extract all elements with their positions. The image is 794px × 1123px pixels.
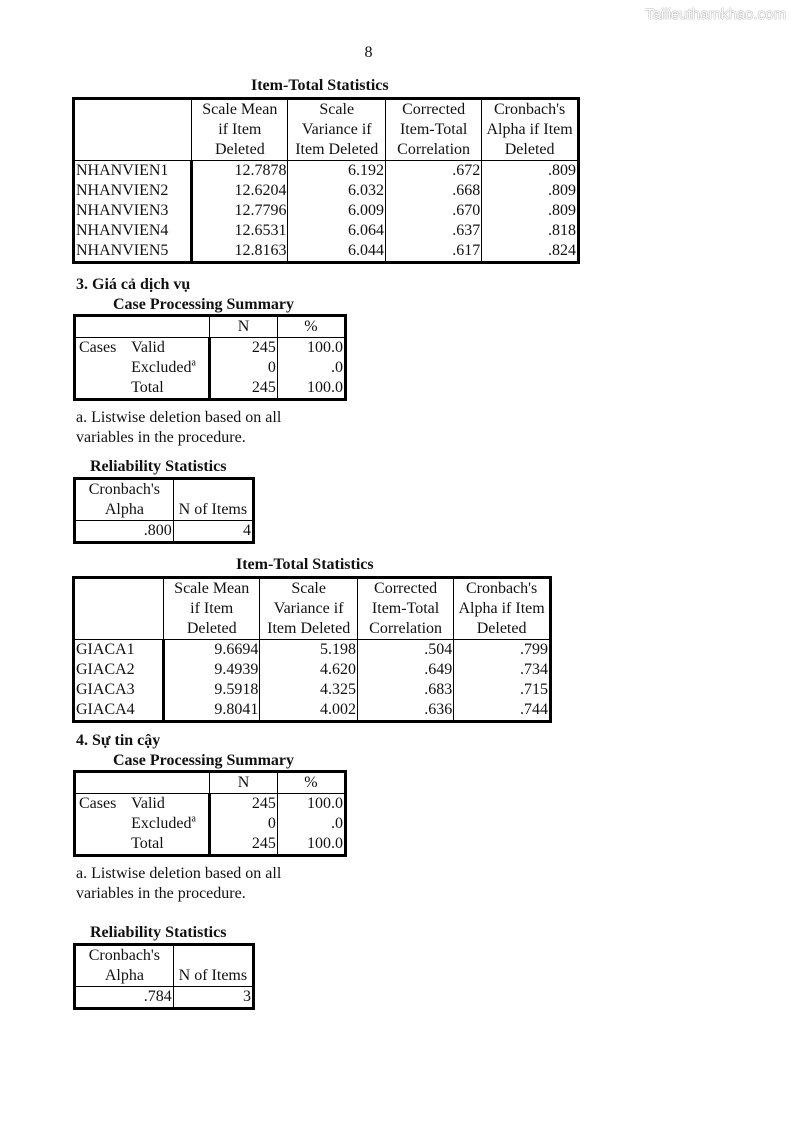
table-row: GIACA1 9.6694 5.198 .504 .799	[74, 640, 551, 661]
table-row: Cases Valid 245 100.0	[75, 794, 346, 815]
table-row: .800 4	[75, 521, 254, 543]
case-summary-title-4: Case Processing Summary	[113, 752, 295, 769]
col-header: Corrected Item-Total Correlation	[357, 578, 453, 640]
corner-cell	[74, 578, 164, 640]
col-header: Cronbach's Alpha	[75, 945, 174, 987]
col-header: Scale Variance if Item Deleted	[260, 578, 358, 640]
corner-cell	[74, 99, 192, 161]
table-row: GIACA3 9.5918 4.325 .683 .715	[74, 680, 551, 700]
case-summary-table-3	[73, 314, 347, 401]
table-row: Cases Valid 245 100.0	[75, 338, 346, 359]
section-3-heading: 3. Giá cả dịch vụ	[76, 276, 191, 293]
corner-cell	[75, 772, 210, 794]
table-row: Excluded$^a$ 0 .0	[75, 358, 346, 378]
table-row: Total 245 100.0	[75, 834, 346, 856]
reliability-table-3	[73, 477, 255, 544]
table-row: GIACA2 9.4939 4.620 .649 .734	[74, 660, 551, 680]
col-header: Scale Mean if Item Deleted	[164, 578, 260, 640]
item-total-table-2	[72, 576, 552, 723]
corner-cell	[75, 316, 210, 338]
footnote: a. Listwise deletion based on all variables in the procedure.	[76, 409, 282, 446]
table-row: Excluded$^a$ 0 .0	[75, 814, 346, 834]
table-row: .784 3	[75, 987, 254, 1009]
table-row: NHANVIEN4 12.6531 6.064 .637 .818	[74, 221, 579, 241]
table-row: NHANVIEN3 12.7796 6.009 .670 .809	[74, 201, 579, 221]
page-number: 8	[364, 44, 373, 61]
reliability-table-4	[73, 943, 255, 1010]
case-summary-table-4	[73, 770, 347, 857]
item-total-title-1: Item-Total Statistics	[251, 77, 389, 94]
col-header: Scale Mean if Item Deleted	[192, 99, 288, 161]
col-header: %	[277, 316, 345, 338]
reliability-title-3: Reliability Statistics	[90, 458, 227, 475]
item-total-table-1	[72, 97, 580, 264]
col-header: Cronbach's Alpha if Item Deleted	[482, 99, 579, 161]
col-header: Cronbach's Alpha	[75, 479, 174, 521]
footnote: a. Listwise deletion based on all variables in the procedure.	[76, 865, 282, 902]
col-header: N of Items	[173, 479, 253, 521]
table-row: GIACA4 9.8041 4.002 .636 .744	[74, 700, 551, 722]
watermark: Tailieuthamkhao.com	[645, 6, 786, 23]
section-4-heading: 4. Sự tin cậy	[76, 732, 161, 749]
col-header: N of Items	[173, 945, 253, 987]
table-row: NHANVIEN5 12.8163 6.044 .617 .824	[74, 241, 579, 263]
table-row: Total 245 100.0	[75, 378, 346, 400]
reliability-title-4: Reliability Statistics	[90, 924, 227, 941]
col-header: Scale Variance if Item Deleted	[288, 99, 386, 161]
item-total-title-2: Item-Total Statistics	[236, 556, 374, 573]
col-header: N	[210, 772, 278, 794]
table-row: NHANVIEN1 12.7878 6.192 .672 .809	[74, 161, 579, 182]
col-header: N	[210, 316, 278, 338]
col-header: Cronbach's Alpha if Item Deleted	[454, 578, 551, 640]
col-header: Corrected Item-Total Correlation	[386, 99, 482, 161]
table-row: NHANVIEN2 12.6204 6.032 .668 .809	[74, 181, 579, 201]
col-header: %	[277, 772, 345, 794]
case-summary-title-3: Case Processing Summary	[113, 296, 295, 313]
